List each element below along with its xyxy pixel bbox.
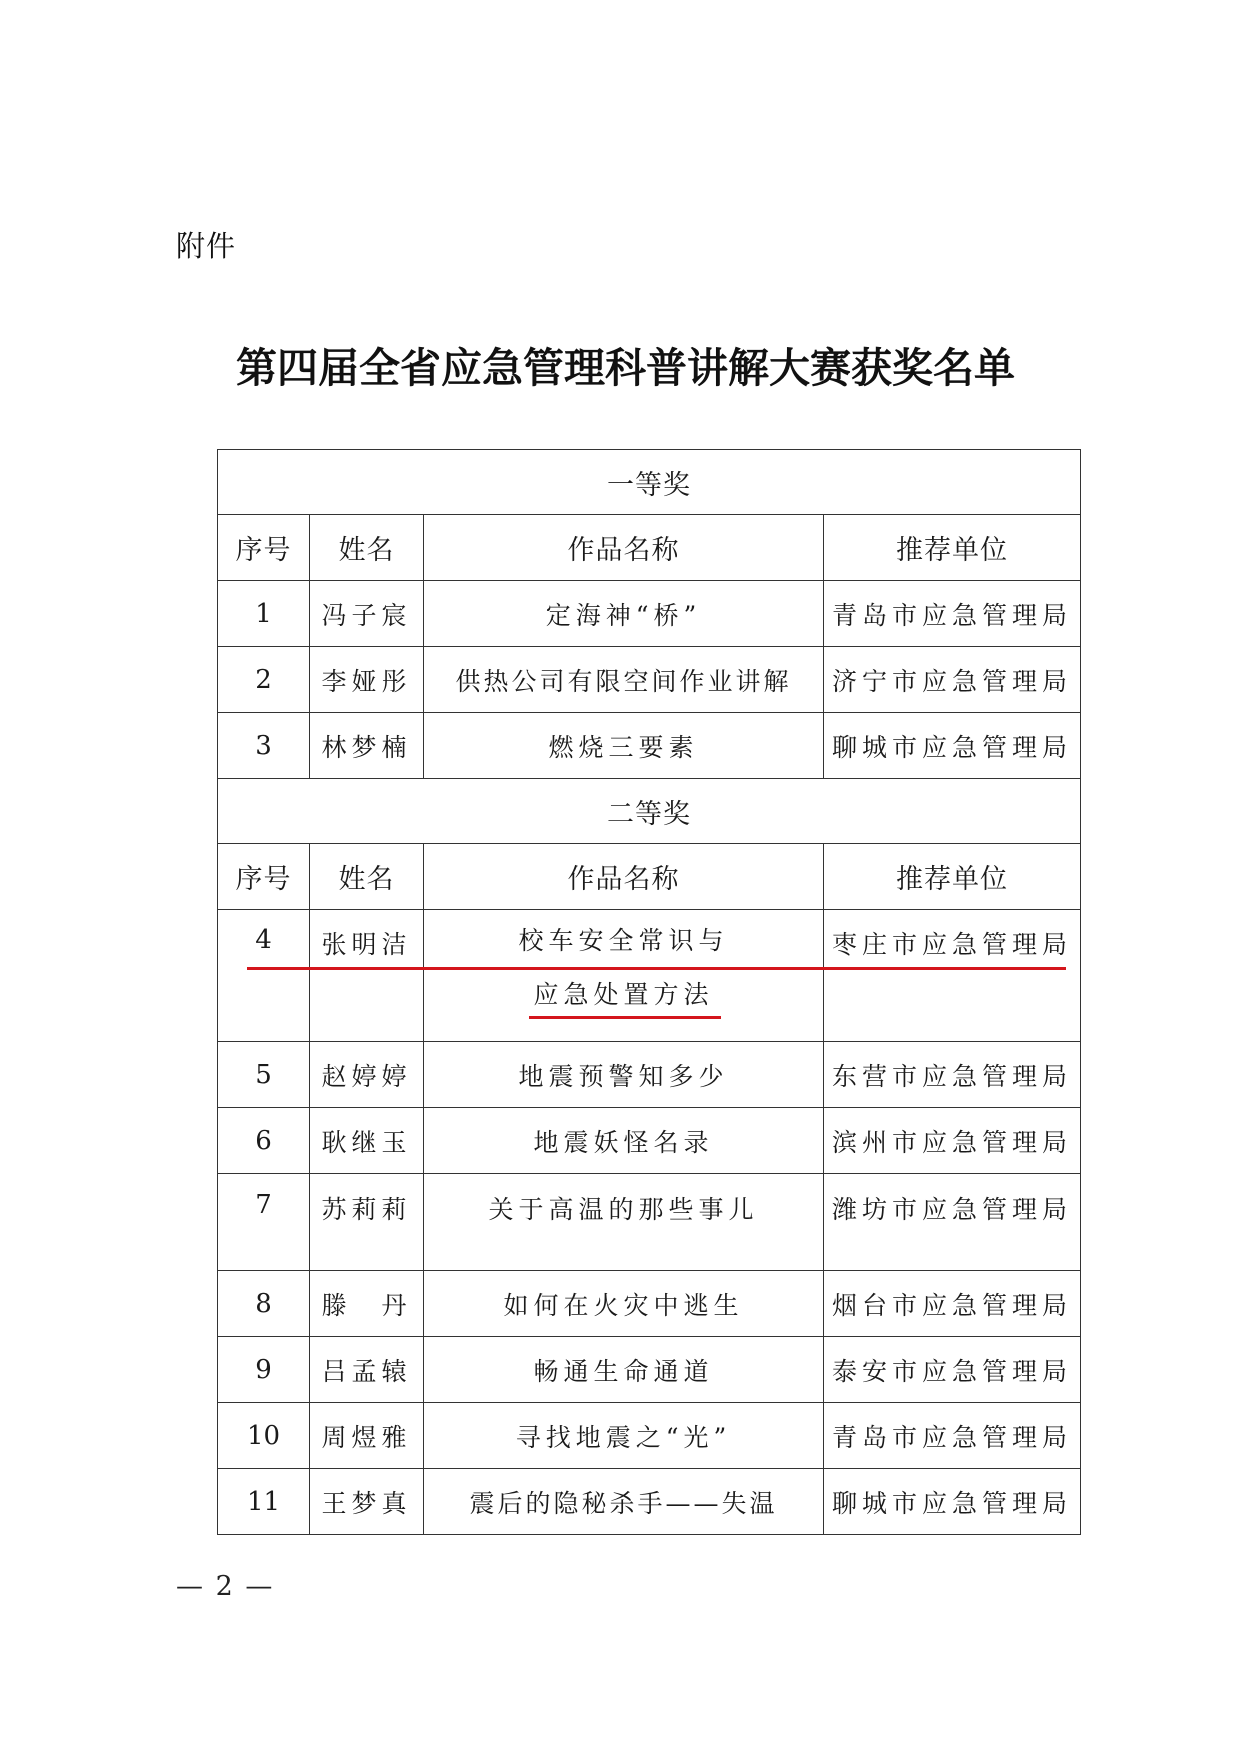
cell-seq: 10 (218, 1403, 310, 1469)
table-row (218, 1042, 1081, 1108)
cell-seq: 6 (218, 1108, 310, 1174)
cell-seq: 4 (218, 910, 310, 1042)
column-header-work: 作品名称 (424, 515, 824, 581)
table-row (218, 1174, 1081, 1271)
cell-work: 燃烧三要素 (424, 713, 824, 779)
cell-unit: 聊城市应急管理局 (824, 1469, 1081, 1535)
cell-unit: 泰安市应急管理局 (824, 1337, 1081, 1403)
cell-unit: 济宁市应急管理局 (824, 647, 1081, 713)
section-header-second-prize (218, 779, 1081, 844)
column-header-name: 姓名 (310, 844, 424, 910)
cell-unit: 枣庄市应急管理局 (824, 910, 1081, 1042)
table-row-highlighted (218, 910, 1081, 1042)
cell-unit: 青岛市应急管理局 (824, 1403, 1081, 1469)
cell-name: 周煜雅 (310, 1403, 424, 1469)
cell-name: 张明洁 (310, 910, 424, 1042)
cell-name: 冯子宸 (310, 581, 424, 647)
table-row (218, 581, 1081, 647)
cell-work: 寻找地震之“光” (424, 1403, 824, 1469)
column-header-seq: 序号 (218, 844, 310, 910)
cell-unit: 聊城市应急管理局 (824, 713, 1081, 779)
red-underline-row-4 (247, 967, 1066, 970)
table-row (218, 1469, 1081, 1535)
cell-seq: 8 (218, 1271, 310, 1337)
cell-name: 吕孟辕 (310, 1337, 424, 1403)
cell-work: 畅通生命通道 (424, 1337, 824, 1403)
section-title: 二等奖 (218, 779, 1081, 844)
document-title: 第四届全省应急管理科普讲解大赛获奖名单 (236, 344, 1015, 392)
cell-name: 李娅彤 (310, 647, 424, 713)
cell-name: 滕 丹 (310, 1271, 424, 1337)
cell-seq: 1 (218, 581, 310, 647)
column-header-name: 姓名 (310, 515, 424, 581)
cell-name: 王梦真 (310, 1469, 424, 1535)
cell-seq: 7 (218, 1174, 310, 1271)
cell-work (424, 910, 824, 1042)
column-header-work: 作品名称 (424, 844, 824, 910)
cell-unit: 青岛市应急管理局 (824, 581, 1081, 647)
table-row (218, 647, 1081, 713)
column-header-seq: 序号 (218, 515, 310, 581)
cell-name: 耿继玉 (310, 1108, 424, 1174)
table-row (218, 1337, 1081, 1403)
cell-name: 赵婷婷 (310, 1042, 424, 1108)
cell-unit: 滨州市应急管理局 (824, 1108, 1081, 1174)
red-underline-work-line-2 (529, 1016, 721, 1019)
table-row (218, 713, 1081, 779)
cell-seq: 11 (218, 1469, 310, 1535)
cell-work: 地震妖怪名录 (424, 1108, 824, 1174)
section-header-first-prize (218, 450, 1081, 515)
cell-work: 定海神“桥” (424, 581, 824, 647)
cell-work: 如何在火灾中逃生 (424, 1271, 824, 1337)
cell-seq: 3 (218, 713, 310, 779)
cell-work: 关于高温的那些事儿 (424, 1174, 824, 1271)
cell-seq: 2 (218, 647, 310, 713)
cell-work: 供热公司有限空间作业讲解 (424, 647, 824, 713)
section-title: 一等奖 (218, 450, 1081, 515)
column-header-unit: 推荐单位 (824, 844, 1081, 910)
column-header-row (218, 844, 1081, 910)
table-row (218, 1108, 1081, 1174)
cell-work: 地震预警知多少 (424, 1042, 824, 1108)
award-table (217, 449, 1081, 1535)
cell-unit: 潍坊市应急管理局 (824, 1174, 1081, 1271)
table-row (218, 1271, 1081, 1337)
attachment-label: 附件 (176, 229, 237, 263)
cell-work: 震后的隐秘杀手——失温 (424, 1469, 824, 1535)
cell-work-line-2: 应急处置方法 (533, 980, 714, 1009)
column-header-unit: 推荐单位 (824, 515, 1081, 581)
page-number: — 2 — (176, 1571, 275, 1602)
cell-seq: 9 (218, 1337, 310, 1403)
cell-work-line-1: 校车安全常识与 (518, 926, 729, 955)
cell-seq: 5 (218, 1042, 310, 1108)
table-row (218, 1403, 1081, 1469)
cell-name: 苏莉莉 (310, 1174, 424, 1271)
cell-unit: 烟台市应急管理局 (824, 1271, 1081, 1337)
cell-name: 林梦楠 (310, 713, 424, 779)
cell-unit: 东营市应急管理局 (824, 1042, 1081, 1108)
column-header-row (218, 515, 1081, 581)
